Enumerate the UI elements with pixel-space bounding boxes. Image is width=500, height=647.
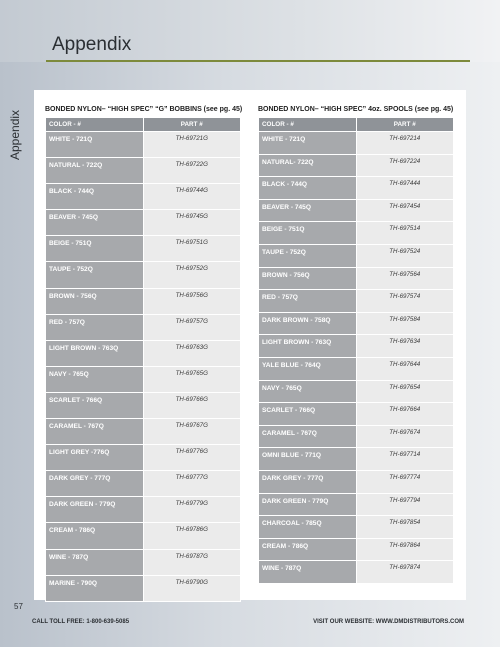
color-cell: MARINE - 790Q [46, 575, 144, 601]
part-number-cell: TH-69766G [143, 392, 241, 418]
table-row [259, 177, 454, 200]
color-cell: DARK GREEN - 779Q [46, 497, 144, 523]
color-cell: DARK BROWN - 758Q [259, 312, 357, 335]
part-number-cell: TH-697864 [356, 538, 454, 561]
part-number-cell: TH-697874 [356, 561, 454, 584]
table-row [259, 538, 454, 561]
bobbins-table-body [46, 132, 241, 602]
page-number: 57 [14, 602, 23, 611]
table-row [46, 262, 241, 288]
table-row [259, 132, 454, 155]
color-cell: RED - 757Q [46, 314, 144, 340]
table-row [259, 493, 454, 516]
part-number-cell: TH-69751G [143, 236, 241, 262]
table-row [46, 575, 241, 601]
table-row [259, 290, 454, 313]
color-cell: SCARLET - 766Q [259, 403, 357, 426]
part-number-cell: TH-69787G [143, 549, 241, 575]
color-cell: WINE - 787Q [46, 549, 144, 575]
table-row [259, 448, 454, 471]
table-row [259, 470, 454, 493]
table-row [259, 222, 454, 245]
table-row [259, 154, 454, 177]
part-number-cell: TH-697454 [356, 199, 454, 222]
color-cell: NAVY - 765Q [46, 366, 144, 392]
part-number-cell: TH-697644 [356, 357, 454, 380]
part-number-cell: TH-69767G [143, 419, 241, 445]
color-cell: BEIGE - 751Q [259, 222, 357, 245]
part-number-cell: TH-69776G [143, 445, 241, 471]
part-number-cell: TH-69779G [143, 497, 241, 523]
part-number-cell: TH-69763G [143, 340, 241, 366]
color-cell: LIGHT BROWN - 763Q [46, 340, 144, 366]
table-row [46, 158, 241, 184]
spools-table-body [259, 132, 454, 584]
color-cell: SCARLET - 766Q [46, 392, 144, 418]
part-number-cell: TH-69744G [143, 184, 241, 210]
table-row [259, 561, 454, 584]
color-cell: BEIGE - 751Q [46, 236, 144, 262]
table-row [259, 425, 454, 448]
table-row [46, 549, 241, 575]
part-number-cell: TH-697444 [356, 177, 454, 200]
part-number-cell: TH-697634 [356, 335, 454, 358]
color-cell: CHARCOAL - 785Q [259, 516, 357, 539]
table-row [259, 199, 454, 222]
table-row [259, 403, 454, 426]
color-cell: WHITE - 721Q [259, 132, 357, 155]
color-cell: NATURAL - 722Q [46, 158, 144, 184]
color-cell: CARAMEL - 767Q [259, 425, 357, 448]
color-cell: DARK GREY - 777Q [259, 470, 357, 493]
table-row [259, 244, 454, 267]
part-number-cell: TH-697664 [356, 403, 454, 426]
table-row [46, 471, 241, 497]
table-row [46, 210, 241, 236]
table-row [46, 497, 241, 523]
color-cell: NATURAL- 722Q [259, 154, 357, 177]
part-number-cell: TH-697214 [356, 132, 454, 155]
bobbins-table [45, 117, 241, 602]
spools-table-title: BONDED NYLON– “HIGH SPEC” 4oz. SPOOLS (see pg. 45) [258, 106, 454, 113]
color-cell: LIGHT BROWN - 763Q [259, 335, 357, 358]
part-number-cell: TH-69757G [143, 314, 241, 340]
footer-website: VISIT OUR WEBSITE: WWW.DMDISTRIBUTORS.COM [313, 619, 464, 625]
bobbins-section [45, 106, 241, 602]
part-number-cell: TH-697654 [356, 380, 454, 403]
title-underline [46, 60, 470, 62]
part-number-cell: TH-697574 [356, 290, 454, 313]
table-row [259, 335, 454, 358]
color-cell: BEAVER - 745Q [259, 199, 357, 222]
color-cell: CREAM - 786Q [46, 523, 144, 549]
table-row [259, 267, 454, 290]
color-cell: BLACK - 744Q [259, 177, 357, 200]
table-row [46, 236, 241, 262]
color-cell: DARK GREEN - 779Q [259, 493, 357, 516]
spools-table [258, 117, 454, 584]
side-section-label: Appendix [8, 109, 22, 160]
column-header-part: PART # [356, 118, 454, 132]
table-row [46, 523, 241, 549]
part-number-cell: TH-697584 [356, 312, 454, 335]
part-number-cell: TH-697514 [356, 222, 454, 245]
color-cell: TAUPE - 752Q [259, 244, 357, 267]
part-number-cell: TH-69745G [143, 210, 241, 236]
column-header-color: COLOR - # [46, 118, 144, 132]
color-cell: BEAVER - 745Q [46, 210, 144, 236]
column-header-color: COLOR - # [259, 118, 357, 132]
bobbins-table-title: BONDED NYLON– “HIGH SPEC” “G” BOBBINS (see pg. 45) [45, 106, 243, 113]
part-number-cell: TH-697854 [356, 516, 454, 539]
part-number-cell: TH-697794 [356, 493, 454, 516]
part-number-cell: TH-697674 [356, 425, 454, 448]
part-number-cell: TH-69790G [143, 575, 241, 601]
color-cell: WINE - 787Q [259, 561, 357, 584]
color-cell: BROWN - 756Q [259, 267, 357, 290]
part-number-cell: TH-69752G [143, 262, 241, 288]
color-cell: DARK GREY - 777Q [46, 471, 144, 497]
page-title: Appendix [52, 34, 132, 55]
color-cell: LIGHT GREY -776Q [46, 445, 144, 471]
part-number-cell: TH-697564 [356, 267, 454, 290]
color-cell: OMNI BLUE - 771Q [259, 448, 357, 471]
part-number-cell: TH-69777G [143, 471, 241, 497]
part-number-cell: TH-69765G [143, 366, 241, 392]
table-row [46, 392, 241, 418]
table-row [46, 288, 241, 314]
table-row [46, 314, 241, 340]
color-cell: YALE BLUE - 764Q [259, 357, 357, 380]
spools-section [258, 106, 454, 584]
part-number-cell: TH-697524 [356, 244, 454, 267]
table-row [46, 184, 241, 210]
part-number-cell: TH-697714 [356, 448, 454, 471]
table-row [46, 445, 241, 471]
color-cell: NAVY - 765Q [259, 380, 357, 403]
color-cell: CARAMEL - 767Q [46, 419, 144, 445]
table-row [46, 132, 241, 158]
table-row [46, 366, 241, 392]
color-cell: BLACK - 744Q [46, 184, 144, 210]
part-number-cell: TH-69722G [143, 158, 241, 184]
column-header-part: PART # [143, 118, 241, 132]
table-row [259, 312, 454, 335]
table-row [259, 357, 454, 380]
part-number-cell: TH-697224 [356, 154, 454, 177]
table-row [259, 380, 454, 403]
part-number-cell: TH-69756G [143, 288, 241, 314]
part-number-cell: TH-69786G [143, 523, 241, 549]
color-cell: BROWN - 756Q [46, 288, 144, 314]
color-cell: RED - 757Q [259, 290, 357, 313]
color-cell: CREAM - 786Q [259, 538, 357, 561]
footer-phone: CALL TOLL FREE: 1-800-639-5085 [32, 619, 130, 625]
part-number-cell: TH-69721G [143, 132, 241, 158]
color-cell: TAUPE - 752Q [46, 262, 144, 288]
color-cell: WHITE - 721Q [46, 132, 144, 158]
table-row [46, 340, 241, 366]
table-row [259, 516, 454, 539]
table-row [46, 419, 241, 445]
part-number-cell: TH-697774 [356, 470, 454, 493]
